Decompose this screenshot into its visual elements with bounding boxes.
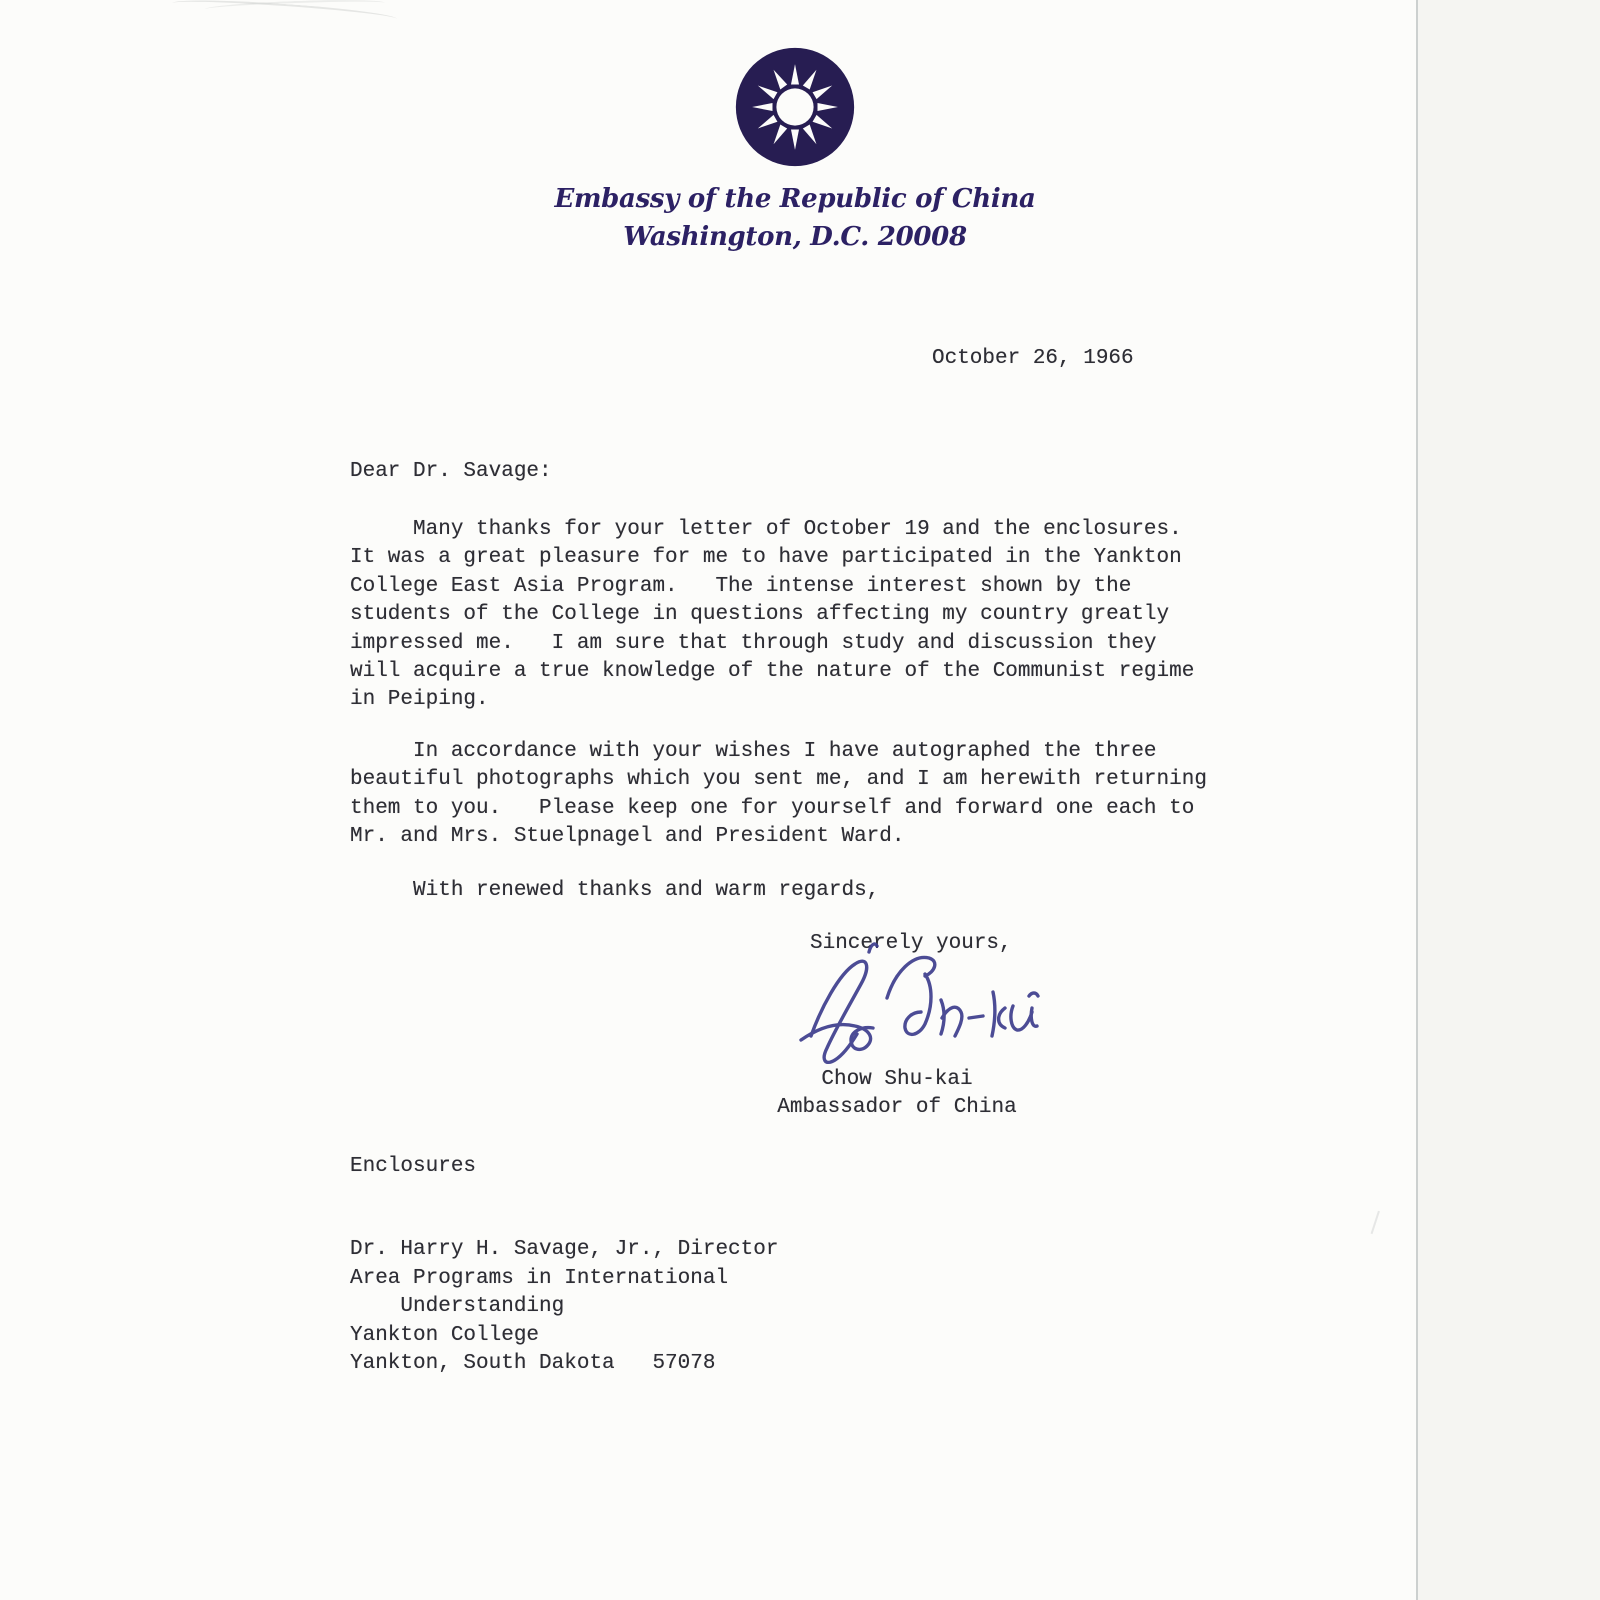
salutation: Dear Dr. Savage: <box>350 460 552 483</box>
typed-line: Area Programs in International <box>350 1266 729 1290</box>
typed-line: Yankton, South Dakota 57078 <box>350 1352 716 1376</box>
body-paragraph-1 <box>350 516 1194 715</box>
recipient-address <box>350 1236 778 1379</box>
typed-line: students of the College in questions affecting my country greatly <box>350 603 1170 627</box>
typed-line: beautiful photographs which you sent me, and I am herewith returning <box>350 768 1207 792</box>
typed-line: Many thanks for your letter of October 19 and the enclosures. <box>350 518 1182 541</box>
typed-line: Yankton College <box>350 1323 540 1347</box>
typed-line: Understanding <box>350 1295 565 1319</box>
enclosure-note: Enclosures <box>350 1155 477 1178</box>
signer-title: Ambassador of China <box>777 1096 1017 1120</box>
typed-line: It was a great pleasure for me to have participated in the Yankton <box>350 546 1182 570</box>
typed-line: Dr. Harry H. Savage, Jr., Director <box>350 1238 779 1261</box>
typed-line: College East Asia Program. The intense interest shown by the <box>350 574 1132 598</box>
letterhead-address: Washington, D.C. 20008 <box>623 222 967 252</box>
signer-name: Chow Shu-kai <box>821 1068 973 1091</box>
body-paragraph-3 <box>350 877 879 905</box>
typed-line: In accordance with your wishes I have autographed the three <box>350 740 1157 763</box>
typed-line: With renewed thanks and warm regards, <box>350 879 880 902</box>
typed-line: them to you. Please keep one for yourself and forward one each to <box>350 796 1195 820</box>
letter-date: October 26, 1966 <box>932 347 1134 370</box>
body-paragraph-2 <box>350 738 1207 852</box>
typed-line: will acquire a true knowledge of the nature of the Communist regime <box>350 660 1195 684</box>
letterhead-organization: Embassy of the Republic of China <box>554 184 1036 214</box>
signature-handwriting <box>798 938 1040 1073</box>
typed-line: impressed me. I am sure that through study and discussion they <box>350 631 1157 655</box>
typed-line: Mr. and Mrs. Stuelpnagel and President Ward. <box>350 825 905 849</box>
complimentary-closing: Sincerely yours, <box>810 932 1012 955</box>
typed-line: in Peiping. <box>350 688 489 712</box>
roc-sun-emblem-icon <box>733 45 857 169</box>
